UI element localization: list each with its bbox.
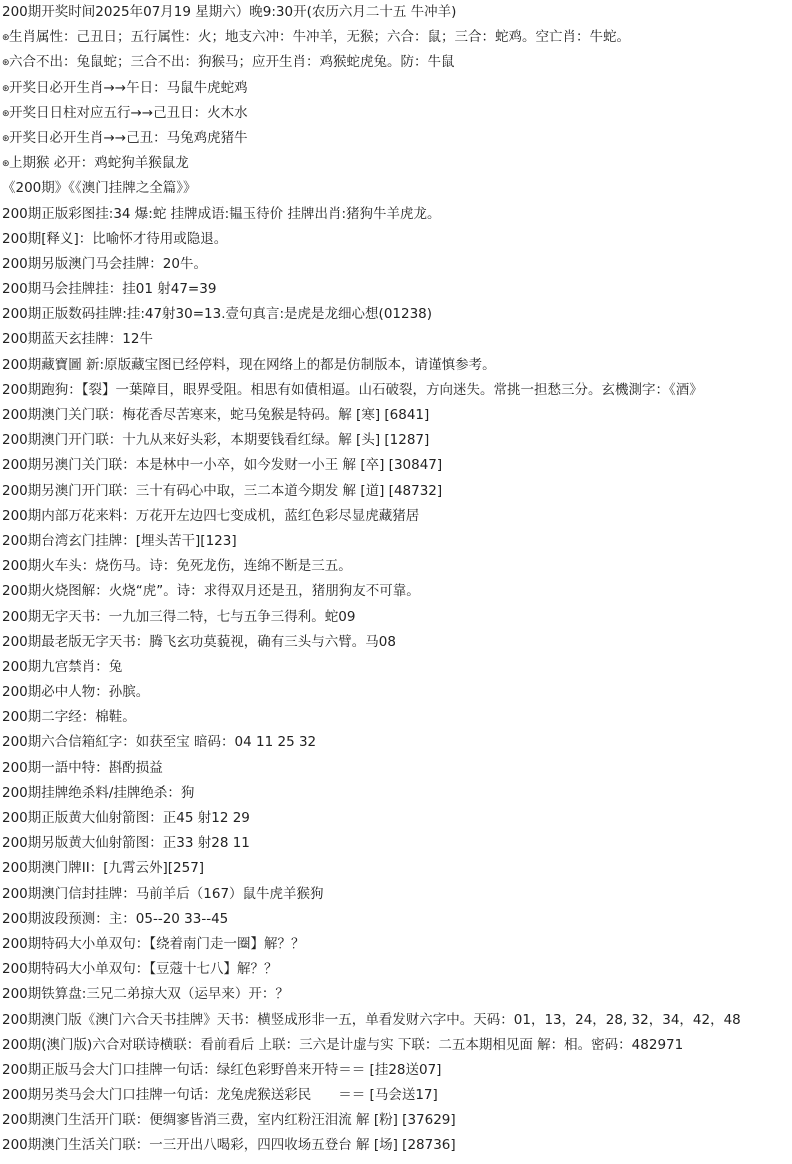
- text-line: 200期六合信箱紅字：如获至宝 暗码：04 11 25 32: [2, 734, 317, 751]
- liuhe-not-out-line: [2, 50, 792, 75]
- line-text: 上期猴 必开：鸡蛇狗羊猴鼠龙: [9, 155, 189, 172]
- text-line: 200期最老版无字天书：腾飞玄功莫藐视，确有三头与六臂。马08: [2, 633, 396, 650]
- text-line: 200期另澳门关门联：本是林中一小卒，如今发财一小王 解 [卒] [30847]: [2, 457, 443, 474]
- text-line: 200期内部万花来料：万花开左边四七变成机，蓝红色彩尽显虎藏猪居: [2, 507, 420, 524]
- line-text: 生肖属性：己丑日；五行属性：火；地支六冲：牛冲羊，无猴；六合：鼠；三合：蛇鸡。空亡肖：牛蛇。: [9, 29, 630, 46]
- text-line: 200期一語中特：斟酌损益: [2, 759, 163, 776]
- text-line: 200期澳门生活开门联：便绸寥皆消三费，室内红粉汪泪流 解 [粉] [37629]: [2, 1112, 456, 1129]
- section-title: 《200期》《《澳门挂牌之全篇》》: [2, 180, 197, 197]
- text-line: 200期另类马会大门口挂牌一句话：龙兔虎猴送彩民 ＝＝ [马会送17]: [2, 1087, 438, 1104]
- line-text: 六合不出：兔鼠蛇；三合不出：狗猴马；应开生肖：鸡猴蛇虎兔。防：牛鼠: [9, 54, 455, 71]
- text-line: 200期澳门生活关门联：一三开出八喝彩，四四收场五登台 解 [场] [28736]: [2, 1137, 456, 1154]
- must-open-jichou-line: [2, 126, 792, 151]
- text-line: 200期台湾玄门挂牌：[埋头苦干][123]: [2, 532, 237, 549]
- text-line: 200期藏寶圖 新:原版藏宝图已经停料，现在网络上的都是仿制版本，请谨慎参考。: [2, 356, 496, 373]
- bullet-icon: ⊛: [2, 58, 10, 69]
- text-line: 200期澳门开门联：十九从来好头彩，本期要钱看红绿。解 [头] [1287]: [2, 432, 430, 449]
- text-line: 200期正版黄大仙射箭图：正45 射12 29: [2, 810, 250, 826]
- line-text: 开奖日日柱对应五行→→己丑日：火木水: [9, 104, 248, 121]
- bullet-icon: ⊛: [2, 83, 10, 94]
- text-line: 200期正版彩图挂:34 爆:蛇 挂牌成语:韫玉待价 挂牌出肖:猪狗牛羊虎龙。: [2, 205, 441, 222]
- text-line: 200期九宫禁肖：兔: [2, 658, 123, 675]
- text-line: 200期澳门信封挂牌：马前羊后（167）鼠牛虎羊猴狗: [2, 885, 324, 902]
- bullet-icon: ⊛: [2, 133, 10, 144]
- text-line: 200期特码大小单双句：【绕着南门走一圈】解？？: [2, 935, 305, 952]
- must-open-wu-day-line: [2, 76, 792, 101]
- bullet-icon: ⊛: [2, 159, 10, 170]
- text-line: 200期波段预测：主：05--20 33--45: [2, 910, 229, 927]
- text-line: 200期特码大小单双句：【豆蔻十七八】解？？: [2, 961, 278, 978]
- text-line: 200期另版黄大仙射箭图：正33 射28 11: [2, 835, 250, 852]
- text-line: 200期挂牌绝杀料/挂牌绝杀：狗: [2, 784, 195, 801]
- text-line: 200期跑狗：【裂】一葉障目，眼界受阻。相思有如債相逼。山石破裂，方向迷失。常挑一担愁三分。玄機測字：《酒》: [2, 381, 703, 398]
- text-line: 200期另澳门开门联：三十有码心中取，三二本道今期发 解 [道] [48732]: [2, 482, 443, 499]
- zodiac-attributes-line: [2, 25, 792, 50]
- text-line: 200期火车头：烧伤马。诗：免死龙伤，连绵不断是三五。: [2, 558, 352, 575]
- text-line: 200期火烧图解：火烧“虎”。诗：求得双月还是丑，猪朋狗友不可靠。: [2, 583, 420, 600]
- bullet-icon: ⊛: [2, 108, 10, 119]
- text-line: 200期马会挂牌挂：挂01 射47=39: [2, 281, 217, 298]
- text-line: 200期蓝天玄挂牌：12牛: [2, 331, 153, 348]
- line-text: 开奖日必开生肖→→己丑：马兔鸡虎猪牛: [9, 129, 248, 146]
- text-line: 200期铁算盘:三兄二弟掠大双（运早来）开：？: [2, 986, 289, 1003]
- text-line: 200期(澳门版)六合对联诗横联：看前看后 上联：三六是计虚与实 下联：二五本期相见面 解：相。密码：482971: [2, 1036, 684, 1053]
- text-line: 200期二字经：棉鞋。: [2, 709, 136, 726]
- day-pillar-wuxing-line: [2, 101, 792, 126]
- draw-time-line: 200期开奖时间2025年07月19 星期六）晚9:30开(农历六月二十五 牛冲羊): [2, 4, 457, 20]
- bullet-icon: ⊛: [2, 33, 10, 44]
- line-text: 开奖日必开生肖→→午日：马鼠牛虎蛇鸡: [9, 79, 248, 96]
- text-line: 200期另版澳门马会挂牌：20牛。: [2, 255, 207, 272]
- text-line: 200期正版马会大门口挂牌一句话：绿红色彩野兽来开特＝＝ [挂28送07]: [2, 1061, 442, 1078]
- text-line: 200期[释义]：比喻怀才待用或隐退。: [2, 230, 228, 247]
- last-period-line: [2, 151, 792, 176]
- text-line: 200期澳门版《澳门六合天书挂牌》天书：横竖成形非一五，单看发财六字中。天码：01，13，24，28, 32，34，42，48: [2, 1011, 741, 1028]
- text-line: 200期无字天书：一九加三得二特，七与五争三得利。蛇09: [2, 608, 356, 625]
- text-line: 200期澳门关门联：梅花香尽苦寒来，蛇马兔猴是特码。解 [寒] [6841]: [2, 407, 430, 423]
- text-line: 200期必中人物：孙膑。: [2, 684, 150, 701]
- text-line: 200期正版数码挂牌:挂:47射30=13.壹句真言:是虎是龙细心想(01238): [2, 306, 433, 323]
- text-line: 200期澳门牌II：[九霄云外][257]: [2, 860, 205, 877]
